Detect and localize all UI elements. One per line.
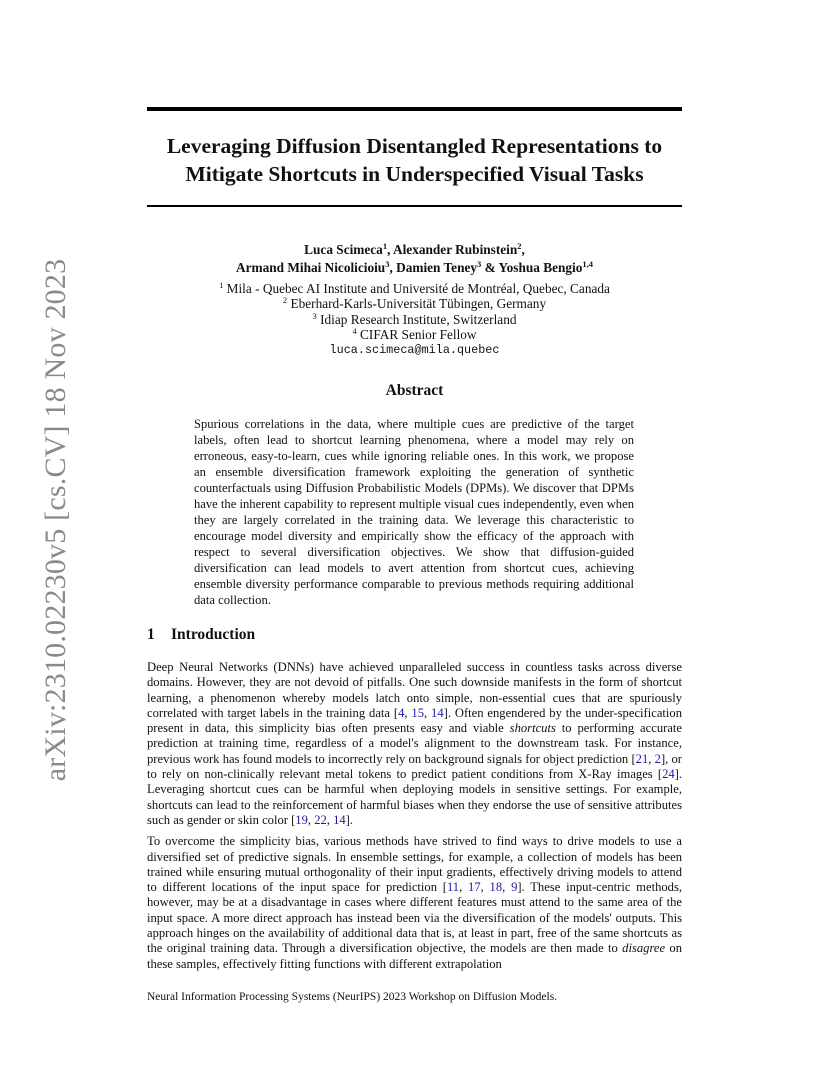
emphasis: disagree [622,941,666,956]
title-line-2: Mitigate Shortcuts in Underspecified Visual Tasks [185,162,644,186]
section-title: Introduction [171,626,256,643]
citation-link[interactable]: 9 [511,880,518,895]
citation-link[interactable]: 14 [333,812,346,827]
affiliation-text: Eberhard-Karls-Universität Tübingen, Germany [290,296,547,312]
paper-title [147,132,682,188]
affiliation-line [147,312,682,327]
emphasis: shortcuts [509,721,556,736]
author-name: Damien Teney [396,260,478,275]
citation-sep: , [480,880,490,895]
paragraph-text: ]. Often engendered by the under-specification present in data, this simplicity bias often presents easy and viable [147,705,682,736]
citation-link[interactable]: 21 [635,751,649,766]
paragraph-text: ]. Leveraging shortcut cues can be harmful when deploying models in sensitive settings. For example, shortcuts can lead to the reinforcement of harmful biases when they endorse the use of sensitive attributes such as gender or skin color [ [147,767,682,827]
author-name: Alexander Rubinstein [393,242,518,257]
citation-link[interactable]: 14 [431,705,444,720]
citation-link[interactable]: 19 [295,812,308,827]
author-line-2 [147,259,682,277]
abstract-text: Spurious correlations in the data, where multiple cues are predictive of the target labels, often lead to shortcut learning phenomena, where a model may rely on erroneous, easy-to-learn, cues while ignoring reliable ones. In this work, we propose an ensemble diversification framework exploiting the generation of synthetic counterfactuals using Diffusion Probabilistic Models (DPMs). We discover that DPMs have the inherent capability to represent multiple visual cues independently, even when they are largely correlated in the training data. We leverage this characteristic to encourage model diversity and empirically show the efficacy of the approach with respect to several diversification objectives. We show that diffusion-guided diversification can lead models to avert attention from shortcut cues, achieving ensemble diversity performance comparable to previous methods requiring additional data collection. [194,417,634,607]
contact-email[interactable]: luca.scimeca@mila.quebec [329,342,500,357]
introduction-body [147,660,682,978]
affiliation-line [147,296,682,311]
author-sup: 1,4 [582,259,594,269]
citation-link[interactable]: 18 [489,880,503,895]
affiliation-sup: 4 [352,326,357,337]
section-heading [147,626,255,644]
paragraph [147,660,682,828]
paragraph-text: ], or to rely on non-clinically relevant metal tokens to predict patient conditions from X-Ray images [ [147,751,682,782]
author-sup: 1 [382,241,388,251]
author-sup: 3 [477,259,482,269]
paragraph-text: ]. These input-centric methods, however, may be at a disadvantage in cases where different features must attend to the same area of the input space. A more direct approach has instead been via the diversification of the models' outputs. This approach hinges on the availability of additional data that is, at least in part, free of the same shortcuts as the original training data. Through a diversification objective, the models are then made to [147,880,683,956]
citation-sep: , [502,880,512,895]
citation-sep: , [459,880,469,895]
citation-link[interactable]: 24 [662,767,675,782]
abstract-heading: Abstract [385,382,444,399]
venue-footnote: Neural Information Processing Systems (NeurIPS) 2023 Workshop on Diffusion Models. [147,991,558,1003]
title-line-1: Leveraging Diffusion Disentangled Representations to [166,134,663,158]
author-sup: 2 [517,241,522,251]
section-number: 1 [147,626,155,643]
author-name: Yoshua Bengio [498,260,583,275]
paragraph [147,834,682,972]
author-sep: & [481,260,499,275]
citation-link[interactable]: 2 [654,751,661,766]
citation-sep: , [307,812,315,827]
citation-link[interactable]: 17 [468,880,481,895]
author-sep: , [387,242,393,257]
citation-sep: , [648,751,655,766]
citation-link[interactable]: 11 [446,880,460,895]
citation-link[interactable]: 22 [314,812,327,827]
affiliation-line [147,327,682,342]
affiliation-line [147,281,682,296]
affiliation-text: Idiap Research Institute, Switzerland [320,311,517,327]
affiliation-sup: 1 [219,280,224,290]
author-line-1 [147,241,682,259]
affiliation-sup: 2 [282,295,288,306]
paragraph-text: to performing accurate prediction at training time, regardless of a model's alignment to the downstream task. For instance, previous work has found models to incorrectly rely on background signals for object prediction [ [147,721,682,766]
paragraph-text: on these samples, effectively fitting functions with different extrapolation [147,941,682,971]
affiliation-text: Mila - Quebec AI Institute and Université de Montréal, Quebec, Canada [226,281,610,296]
affiliation-sup: 3 [312,310,317,321]
affiliations [147,281,682,358]
author-sup: 3 [385,259,390,269]
citation-sep: , [404,705,412,720]
author-sep: , [389,260,397,275]
author-name: Armand Mihai Nicolicioiu [235,260,386,275]
title-bottom-rule [147,205,682,207]
citation-sep: , [424,705,432,720]
citation-link[interactable]: 15 [411,705,424,720]
paragraph-text: To overcome the simplicity bias, various methods have strived to find ways to drive models to use a diversified set of predictive signals. In ensemble settings, for example, a collection of models has been trained while ensuring mutual orthogonality of their input gradients, effectively driving models to attend to different locations of the input space for prediction [ [147,834,682,895]
citation-link[interactable]: 4 [398,705,405,720]
paragraph-text: Deep Neural Networks (DNNs) have achieved unparalleled success in countless tasks across diverse domains. However, they are not devoid of pitfalls. One such downside manifests in the form of shortcut learning, a phenomenon whereby models latch onto simple, non-essential cues that are spuriously correlated with target labels in the training data [ [147,660,682,720]
citation-sep: , [326,812,334,827]
paragraph-text: ]. [345,812,354,827]
author-name: Luca Scimeca [304,242,383,257]
author-sep: , [521,242,525,257]
author-list [147,241,682,277]
title-top-rule [147,107,682,111]
affiliation-text: CIFAR Senior Fellow [360,327,477,343]
arxiv-identifier: arXiv:2310.02230v5 [cs.CV] 18 Nov 2023 [39,258,72,782]
